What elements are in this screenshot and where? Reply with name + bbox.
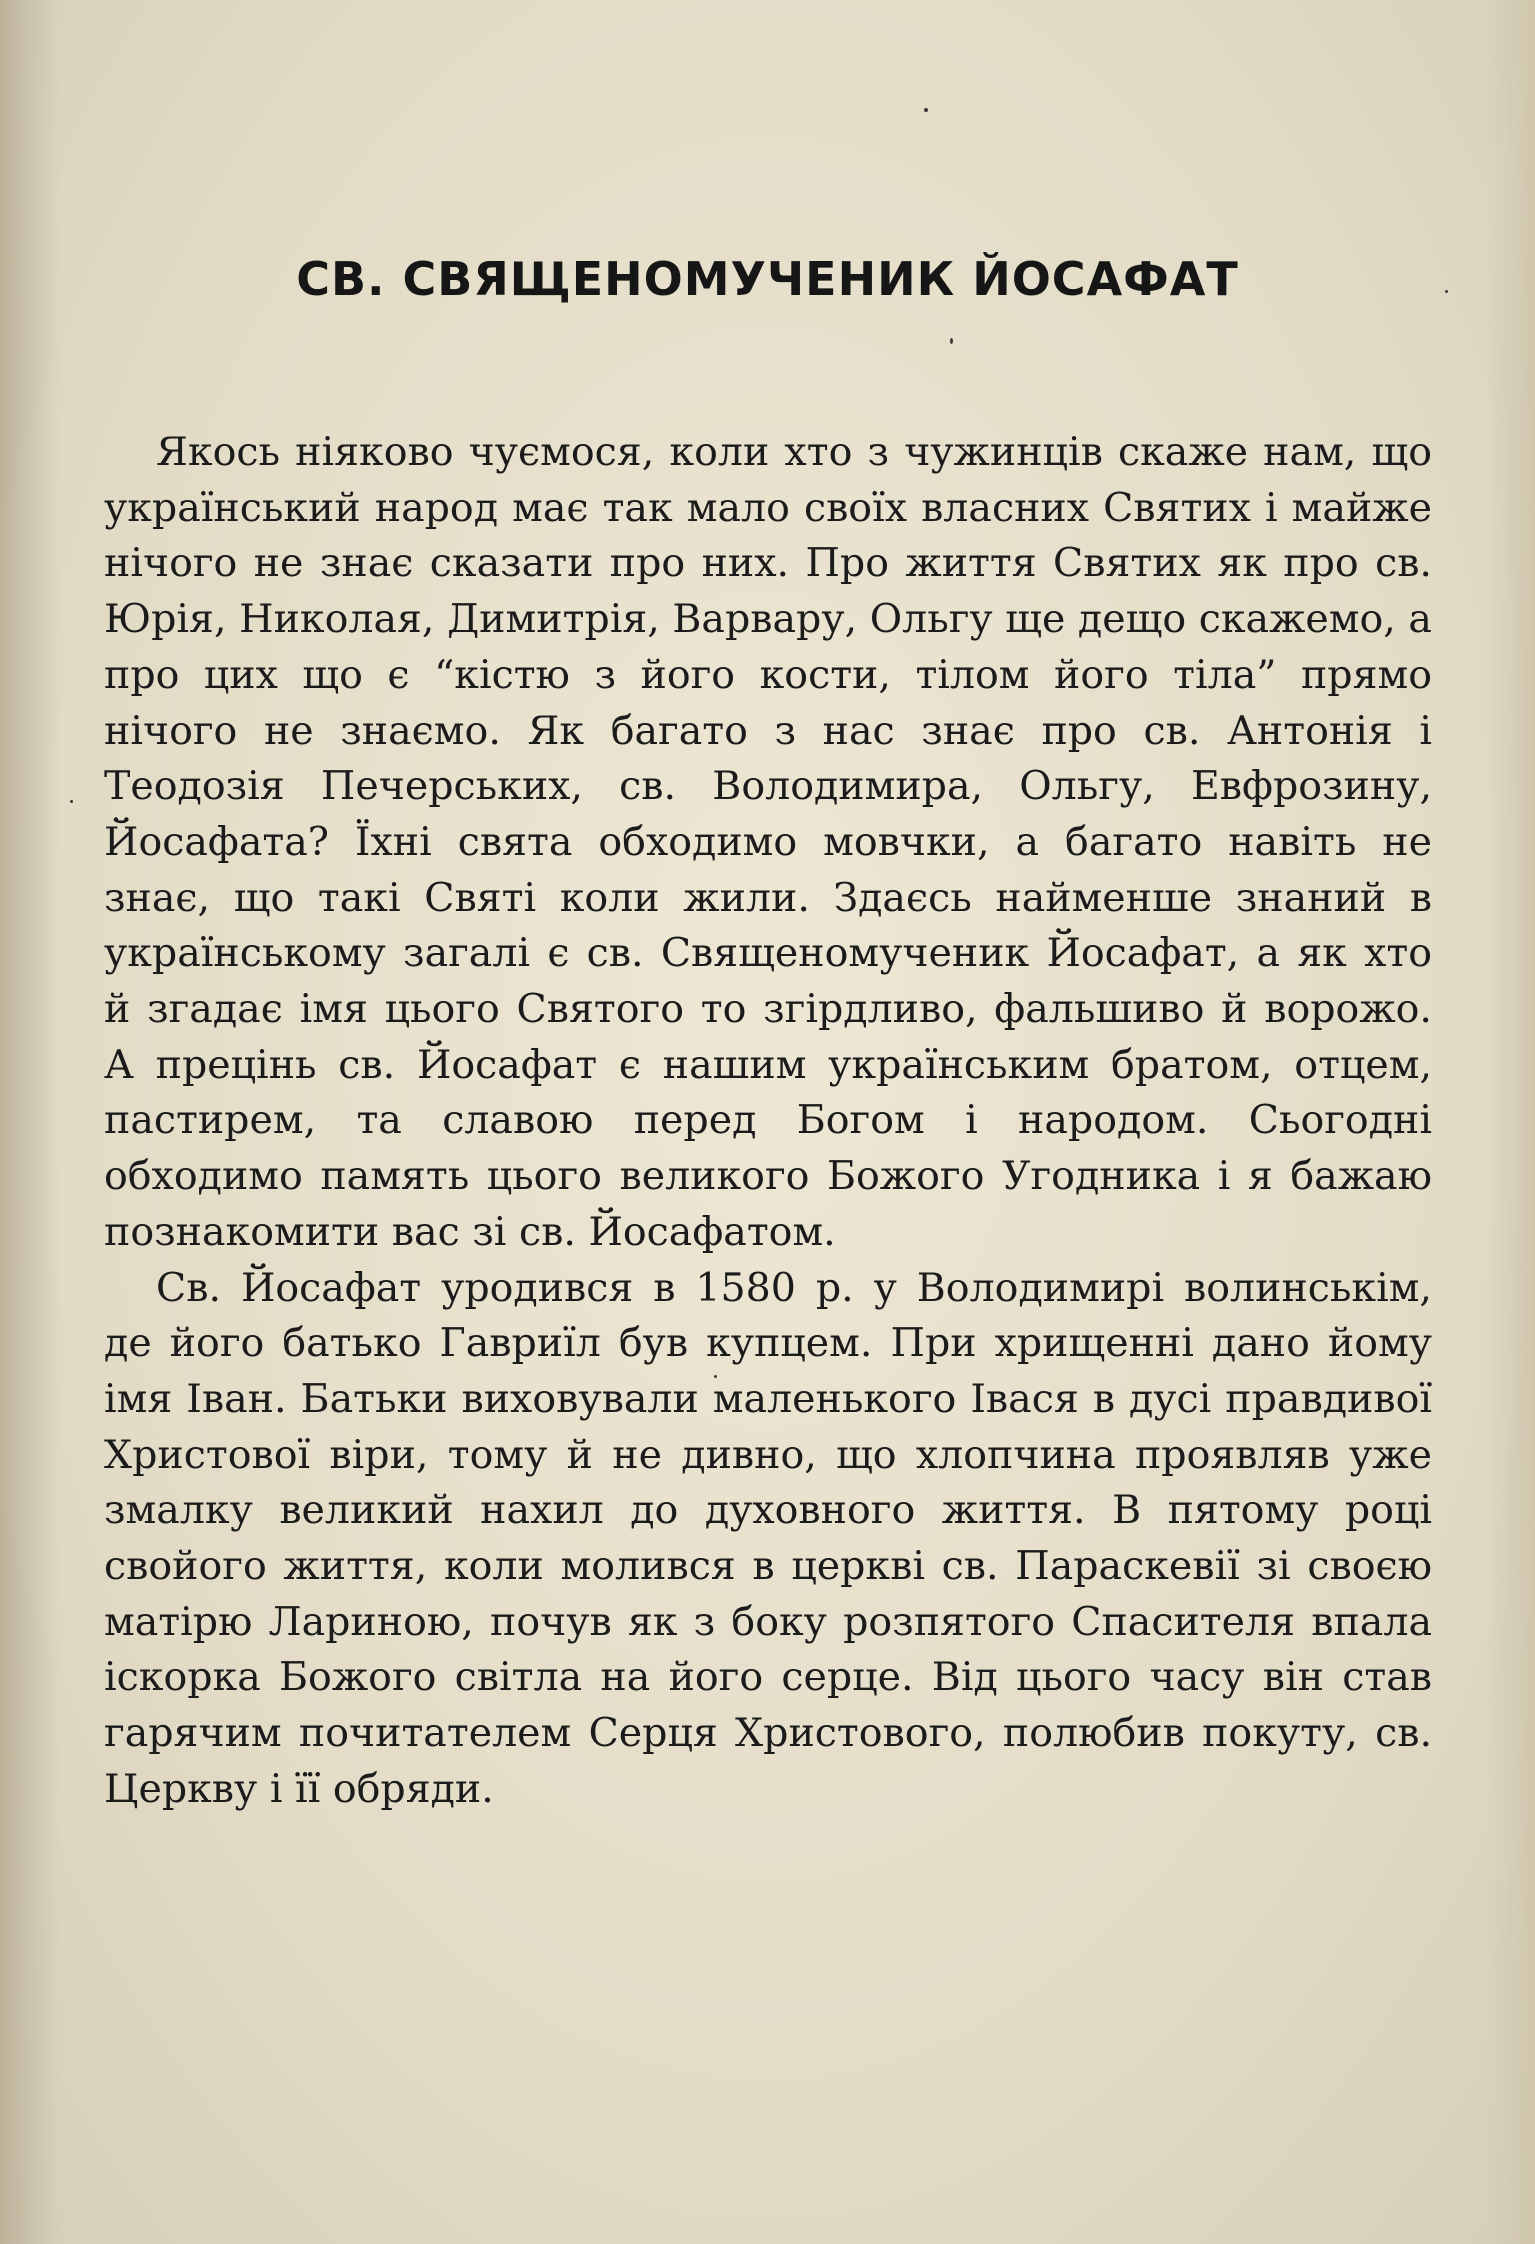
paragraph-2: Св. Йосафат уродився в 1580 р. у Володимирі волинськім, де його батько Гавриїл був купцем. При хрищенні дано йому імя Іван. Батьки виховували маленького Івася в дусі правдивої Христової віри, тому й не дивно, що хлопчина проявляв уже змалку великий нахил до духовного життя. В пятому році свойого життя, коли молився в церкві св. Параскевії зі своєю матірю Лариною, почув як з боку розпятого Спасителя впала іскорка Божого світла на його серце. Від цього часу він став гарячим почитателем Серця Христового, полюбив покуту, св. Церкву і її обряди.: [104, 1264, 1432, 1812]
page-binding-shadow: [0, 0, 60, 2244]
body-text: [104, 425, 1432, 1818]
print-speck: [950, 338, 953, 344]
print-speck: [70, 800, 73, 803]
page-title: СВ. СВЯЩЕНОМУЧЕНИК ЙОСАФАТ: [296, 252, 1239, 306]
paragraph-1: Якось ніяково чуємося, коли хто з чужинців скаже нам, що український народ має так мало своїх власних Святих і майже нічого не знає сказати про них. Про життя Святих як про св. Юрія, Николая, Димитрія, Варвару, Ольгу ще дещо скажемо, а про цих що є “кістю з його кости, тілом його тіла” прямо нічого не знаємо. Як багато з нас знає про св. Антонія і Теодозія Печерських, св. Володимира, Ольгу, Евфрозину, Йосафата? Їхні свята обходимо мовчки, а багато навіть не знає, що такі Святі коли жили. Здаєсь найменше знаний в українському загалі є св. Священомученик Йосафат, а як хто й згадає імя цього Святого то згірдливо, фальшиво й ворожо. А прецінь св. Йосафат є нашим українським братом, отцем, пастирем, та славою перед Богом і народом. Сьогодні обходимо память цього великого Божого Угодника і я бажаю познакомити вас зі св. Йосафатом.: [104, 429, 1432, 1255]
print-speck: [924, 108, 928, 112]
page-edge-shadow: [1485, 0, 1535, 2244]
